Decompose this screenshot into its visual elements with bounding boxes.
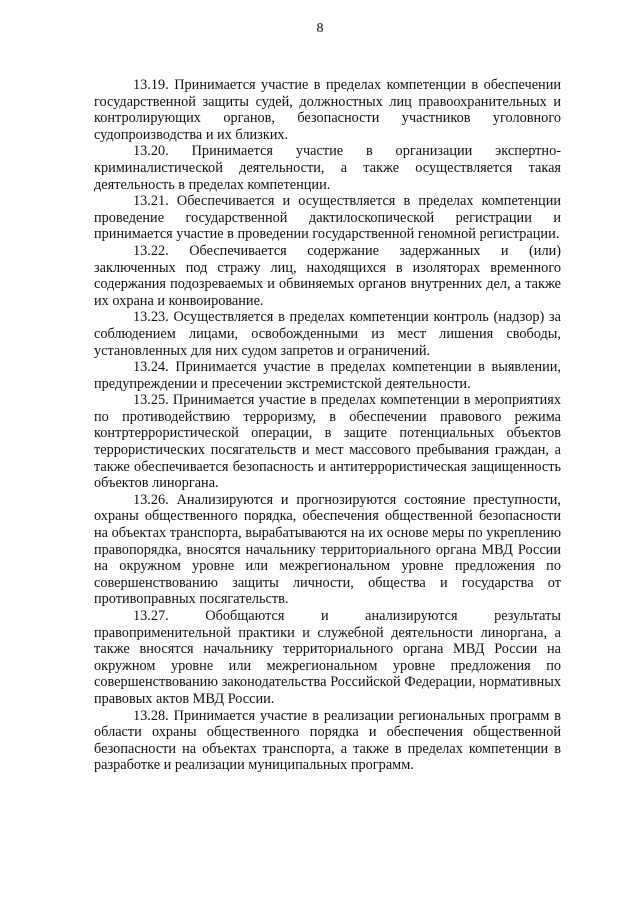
paragraph-text: Обеспечивается и осуществляется в пределах компетенции проведение государственной дактилоскопической регистрации и принимается участие в проведении государственной геномной регистрации. bbox=[94, 193, 561, 243]
paragraph-number: 13.19. bbox=[133, 77, 169, 93]
paragraph-13-23 bbox=[94, 309, 561, 359]
paragraph-number: 13.20. bbox=[133, 143, 169, 160]
paragraph-13-20 bbox=[94, 143, 561, 193]
paragraph-13-28 bbox=[94, 708, 561, 774]
paragraph-number: 13.21. bbox=[133, 193, 169, 210]
paragraph-13-19 bbox=[94, 77, 561, 143]
paragraph-number: 13.25. bbox=[133, 392, 169, 409]
paragraph-number: 13.23. bbox=[133, 309, 169, 326]
paragraph-text: Осуществляется в пределах компетенции контроль (надзор) за соблюдением лицами, освобожденными из мест лишения свободы, установленных для них судом запретов и ограничений. bbox=[94, 309, 561, 359]
paragraph-number: 13.28. bbox=[133, 707, 169, 724]
page-number: 8 bbox=[316, 21, 324, 36]
paragraph-number: 13.22. bbox=[133, 242, 169, 259]
paragraph-number: 13.27. bbox=[133, 608, 169, 624]
paragraph-13-27 bbox=[94, 608, 561, 708]
paragraph-13-22 bbox=[94, 243, 561, 309]
paragraph-text: Принимается участие в организации экспертно-криминалистической деятельности, а также осуществляется такая деятельность в пределах компетенции. bbox=[94, 143, 561, 193]
paragraph-text: Принимается участие в пределах компетенции в мероприятиях по противодействию терроризму, в обеспечении правового режима контртеррористической операции, в защите потенциальных объектов террористических посягательств и мест массового пребывания граждан, а также обеспечивается безопасность и антитеррористическая защищенность объектов линоргана. bbox=[94, 392, 561, 492]
paragraph-13-26 bbox=[94, 492, 561, 608]
paragraph-text: Анализируются и прогнозируются состояние преступности, охраны общественного порядка, обеспечения общественной безопасности на объектах транспорта, вырабатываются на их основе меры по укреплению правопорядка, вносятся начальнику территориального органа МВД России на окружном уровне или межрегиональном уровне предложения по совершенствованию защиты личности, общества и государства от противоправных посягательств. bbox=[94, 491, 561, 608]
paragraph-text: Обеспечивается содержание задержанных и (или) заключенных под стражу лиц, находящихся в изоляторах временного содержания подозреваемых и обвиняемых органов внутренних дел, а также их охрана и конвоирование. bbox=[94, 242, 561, 309]
paragraph-13-21 bbox=[94, 193, 561, 243]
paragraph-13-24 bbox=[94, 359, 561, 392]
paragraph-number: 13.26. bbox=[133, 491, 169, 508]
paragraph-text: Принимается участие в пределах компетенции в обеспечении государственной защиты судей, должностных лиц правоохранительных и контролирующих органов, безопасности участников уголовного судопроизводства и их близких. bbox=[94, 77, 561, 143]
document-body bbox=[94, 77, 561, 774]
paragraph-number: 13.24. bbox=[133, 359, 169, 376]
paragraph-text: Принимается участие в пределах компетенции в выявлении, предупреждении и пресечении экстремистской деятельности. bbox=[94, 359, 561, 392]
paragraph-text: Принимается участие в реализации региональных программ в области охраны общественного порядка и обеспечения общественной безопасности на объектах транспорта, а также в пределах компетенции в разработке и реализации муниципальных программ. bbox=[94, 707, 561, 774]
paragraph-13-25 bbox=[94, 392, 561, 492]
paragraph-text: Обобщаются и анализируются результаты правоприменительной практики и служебной деятельности линоргана, а также вносятся начальнику территориального органа МВД России на окружном уровне или межрегиональном уровне предложения по совершенствованию законодательства Российской Федерации, нормативных правовых актов МВД России. bbox=[94, 608, 561, 707]
